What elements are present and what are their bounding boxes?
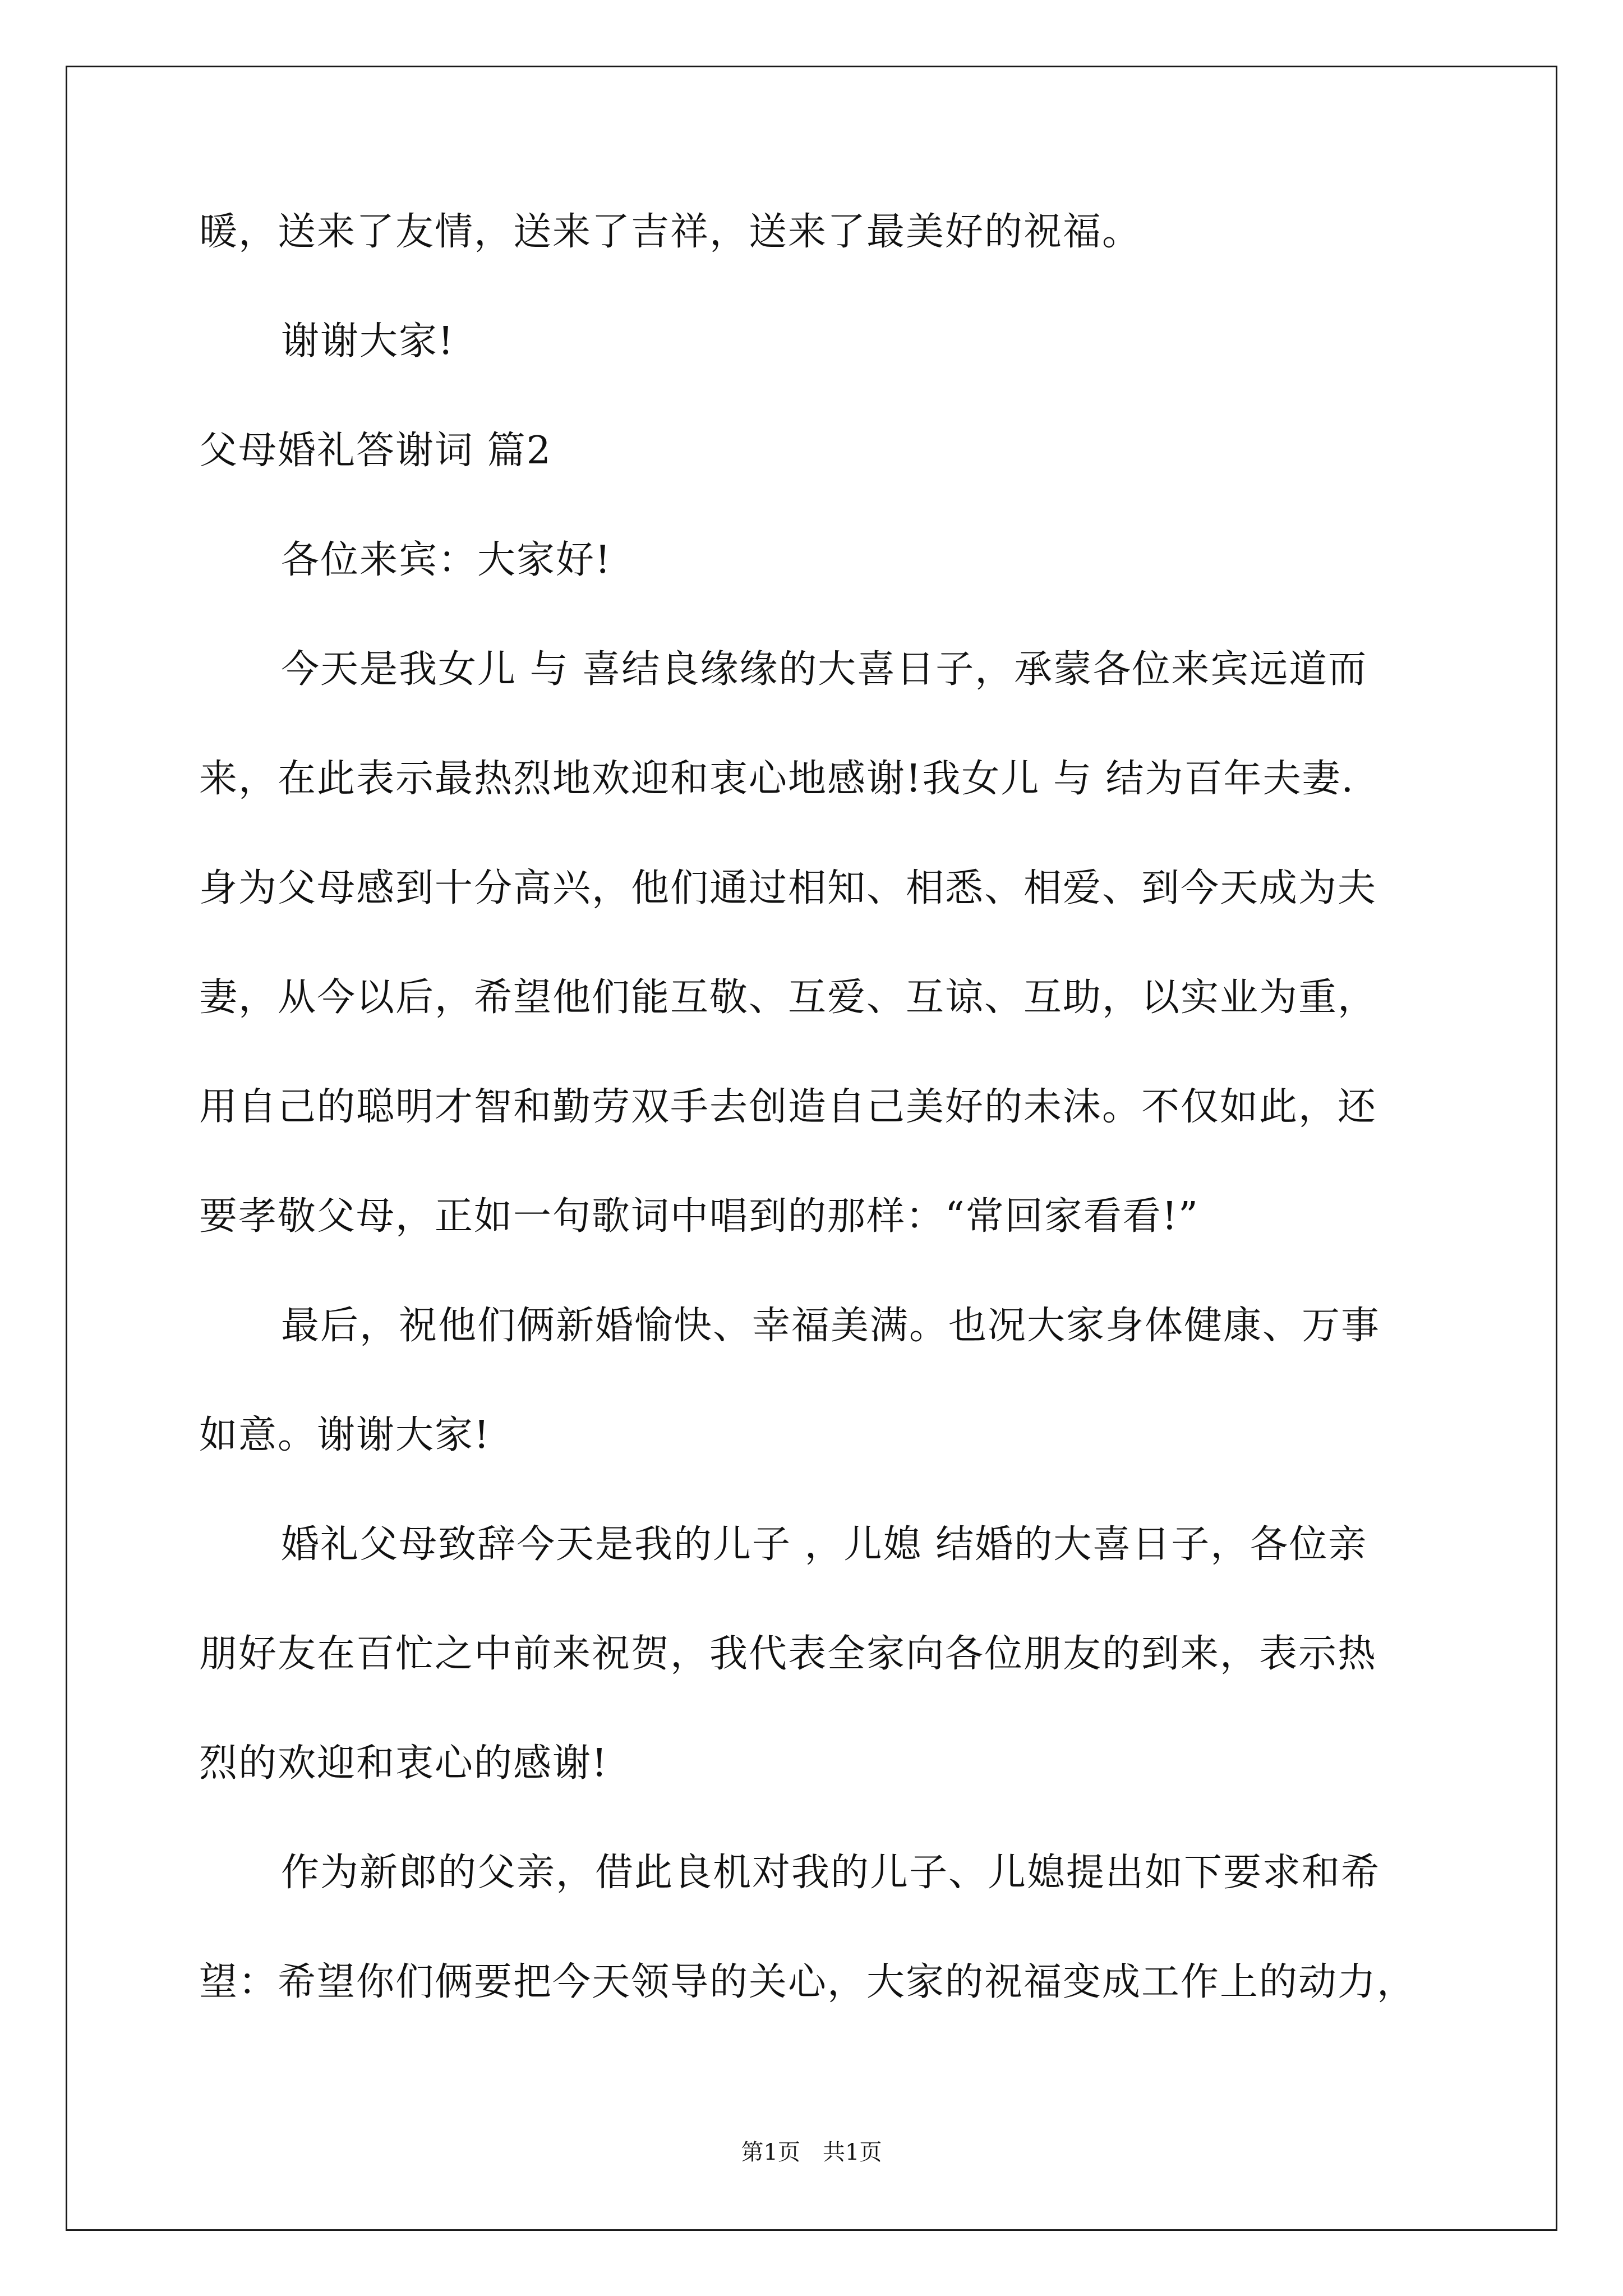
page-footer: 第1页 共1页 [741, 2139, 882, 2165]
body-line: 用自己的聪明才智和勤劳双手去创造自己美好的未沬。不仅如此，还 [199, 1085, 1377, 1129]
body-line: 暖，送来了友情，送来了吉祥，送来了最美好的祝福。 [199, 210, 1142, 254]
body-line: 身为父母感到十分高兴，他们通过相知、相悉、相爱、到今天成为夫 [199, 866, 1377, 910]
body-line: 谢谢大家! [281, 319, 455, 364]
section-heading: 父母婚礼答谢词 篇2 [199, 429, 552, 473]
body-line: 朋好友在百忙之中前来祝贺，我代表全家向各位朋友的到来，表示热 [199, 1632, 1377, 1676]
body-line: 烈的欢迎和衷心的感谢! [199, 1741, 608, 1786]
body-line: 来，在此表示最热烈地欢迎和衷心地感谢!我女儿 与 结为百年夫妻. [199, 757, 1355, 801]
body-line: 最后，祝他们俩新婚愉快、幸福美满。也况大家身体健康、万事 [281, 1304, 1381, 1348]
body-line: 各位来宾：大家好! [281, 538, 612, 582]
body-line: 要孝敬父母，正如一句歌词中唱到的那样：“常回家看看!” [199, 1194, 1199, 1239]
page-border [66, 66, 1557, 2231]
body-line: 望：希望你们俩要把今天领导的关心，大家的祝福变成工作上的动力， [199, 1960, 1417, 2004]
body-line: 婚礼父母致辞今天是我的儿子 ，儿媳 结婚的大喜日子，各位亲 [281, 1522, 1368, 1567]
body-line: 作为新郎的父亲，借此良机对我的儿子、儿媳提出如下要求和希 [281, 1851, 1381, 1895]
body-line: 今天是我女儿 与 喜结良缘缘的大喜日子，承蒙各位来宾远道而 [281, 647, 1368, 692]
body-line: 妻，从今以后，希望他们能互敬、互爱、互谅、互助，以实业为重， [199, 976, 1377, 1020]
body-line: 如意。谢谢大家! [199, 1413, 491, 1457]
